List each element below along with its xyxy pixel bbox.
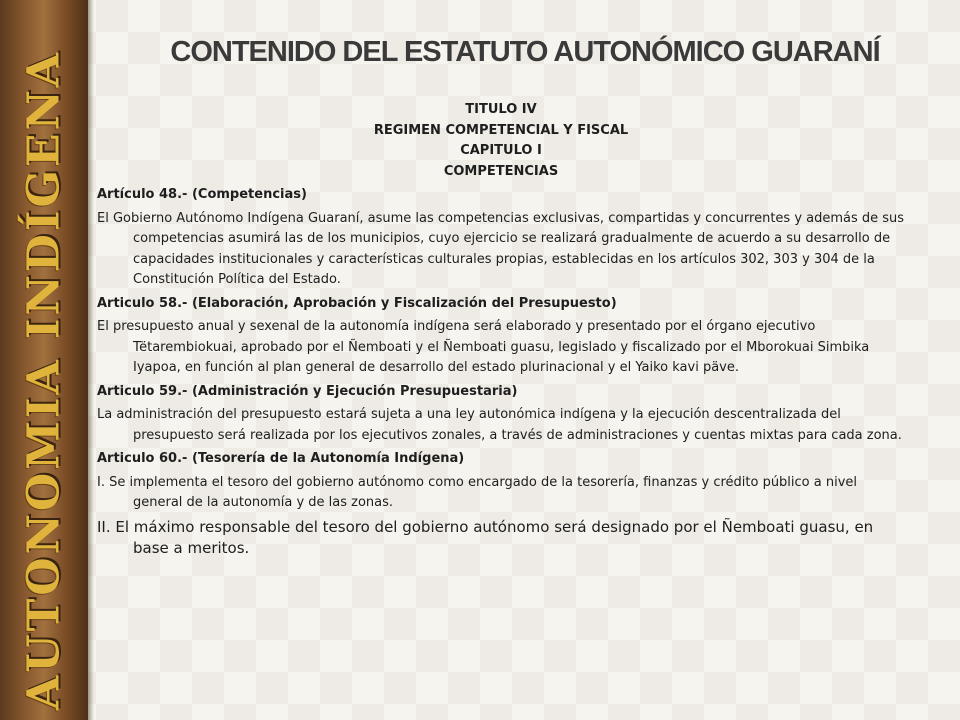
document-body xyxy=(97,100,905,559)
article-59-paragraph: La administración del presupuesto estará sujeta a una ley autonómica indígena y la ejecución descentralizada del presupuesto será realizada por los ejecutivos zonales, a través de administraciones y cuentas mixtas para cada zona. xyxy=(97,407,902,443)
article-48-paragraph: El Gobierno Autónomo Indígena Guaraní, asume las competencias exclusivas, compartidas y concurrentes y además de sus competencias asumirá las de los municipios, cuyo ejercicio se realizará gradualmente de acuerdo a su desarrollo de capacidades institucionales y características culturales propias, establecidas en los artículos 302, 303 y 304 de la Constitución Política del Estado. xyxy=(97,210,905,287)
article-58-heading: Articulo 58.- (Elaboración, Aprobación y Fiscalización del Presupuesto) xyxy=(97,295,617,311)
sidebar-banner xyxy=(0,0,88,720)
article-60-heading: Articulo 60.- (Tesorería de la Autonomía Indígena) xyxy=(97,451,465,466)
capitulo-heading: CAPITULO I xyxy=(460,143,542,158)
titulo-heading: TITULO IV xyxy=(465,102,537,117)
article-59-heading: Articulo 59.- (Administración y Ejecución Presupuestaria) xyxy=(97,383,518,399)
article-58-paragraph: El presupuesto anual y sexenal de la autonomía indígena será elaborado y presentado por el órgano ejecutivo Tëtarembiokuai, aprobado por el Ñemboati y el Ñemboati guasu, legislado y fiscalizado por el Mborokuai Simbika Iyapoa, en función al plan general de desarrollo del estado plurinacional y el Yaiko kavi päve. xyxy=(97,319,870,375)
page-title: CONTENIDO DEL ESTATUTO AUTONÓMICO GUARANÍ xyxy=(170,36,880,68)
sidebar-label: AUTONOMIA INDÍGENA xyxy=(18,50,70,710)
article-60-paragraph-ii: II. El máximo responsable del tesoro del gobierno autónomo será designado por el Ñemboati guasu, en base a meritos. xyxy=(97,517,874,557)
regimen-heading: REGIMEN COMPETENCIAL Y FISCAL xyxy=(373,122,629,138)
competencias-heading: COMPETENCIAS xyxy=(443,163,559,179)
article-60-paragraph-i: I. Se implementa el tesoro del gobierno autónomo como encargado de la tesorería, finanzas y crédito público a nivel general de la autonomía y de las zonas. xyxy=(97,474,858,510)
article-48-heading: Artículo 48.- (Competencias) xyxy=(97,187,307,202)
